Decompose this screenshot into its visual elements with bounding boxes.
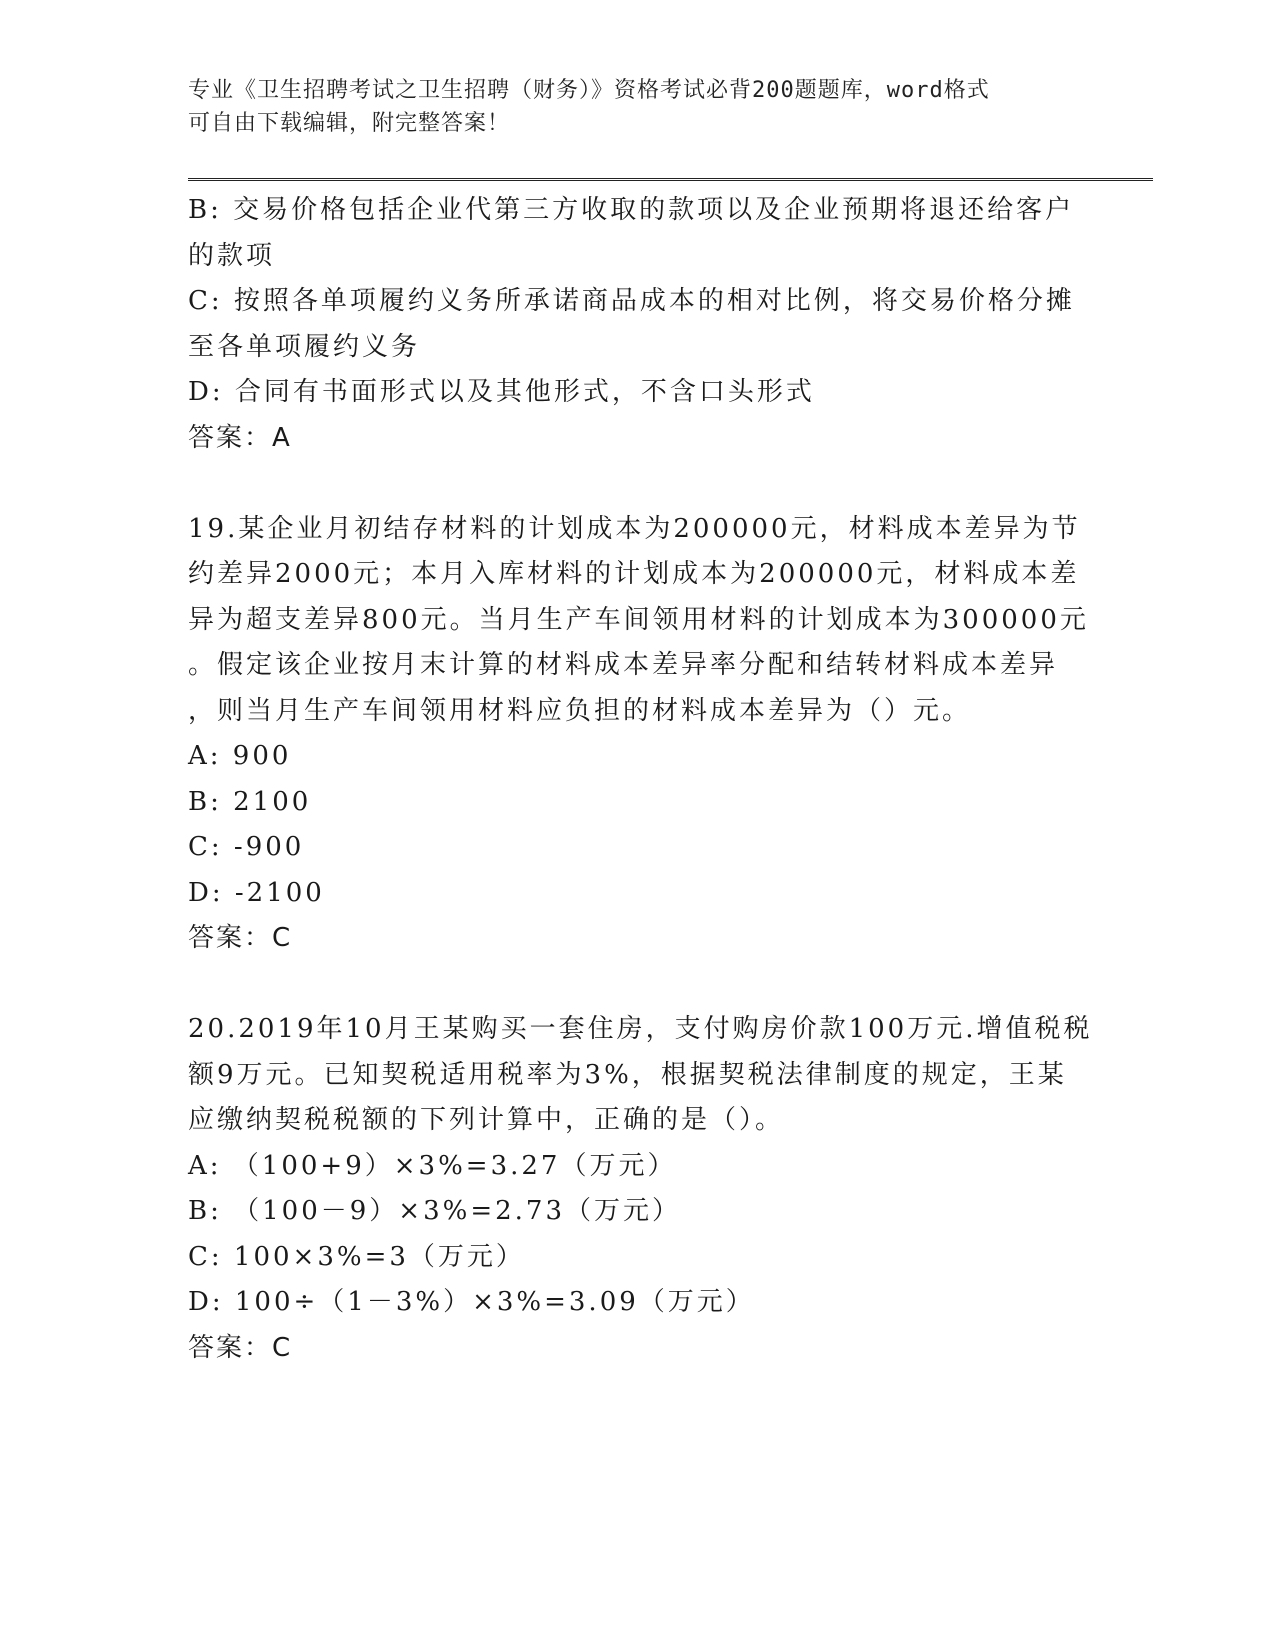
option-d: D: -2100 bbox=[188, 877, 325, 908]
question-18-continued bbox=[188, 188, 1088, 461]
question-stem-line: 异为超支差异800元。当月生产车间领用材料的计划成本为300000元 bbox=[188, 604, 1089, 635]
option-c-line: 至各单项履约义务 bbox=[188, 331, 421, 362]
question-stem-line: 约差异2000元；本月入库材料的计划成本为200000元，材料成本差 bbox=[188, 559, 1080, 589]
option-d: D: 100÷（1－3%）×3%=3.09（万元） bbox=[188, 1287, 755, 1317]
option-d-line: D: 合同有书面形式以及其他形式，不含口头形式 bbox=[188, 377, 815, 407]
option-c-line: C: 按照各单项履约义务所承诺商品成本的相对比例，将交易价格分摊 bbox=[188, 286, 1075, 316]
spacer bbox=[188, 962, 1088, 1008]
header-divider bbox=[188, 178, 1153, 181]
answer-line: 答案：C bbox=[188, 923, 293, 953]
document-header bbox=[188, 74, 1088, 140]
question-stem-line: 。假定该企业按月末计算的材料成本差异率分配和结转材料成本差异 bbox=[188, 650, 1059, 680]
header-line: 专业《卫生招聘考试之卫生招聘（财务）》资格考试必背200题题库，word格式 bbox=[188, 78, 990, 103]
question-20 bbox=[188, 1007, 1093, 1371]
answer-line: 答案：A bbox=[188, 422, 292, 453]
question-19 bbox=[188, 507, 1088, 962]
question-stem-line: 20.2019年10月王某购买一套住房，支付购房价款100万元.增值税税 bbox=[188, 1014, 1093, 1044]
question-stem-line: 19.某企业月初结存材料的计划成本为200000元，材料成本差异为节 bbox=[188, 513, 1081, 544]
header-line: 可自由下载编辑，附完整答案！ bbox=[188, 111, 511, 136]
question-stem-line: 额9万元。已知契税适用税率为3%，根据契税法律制度的规定，王某 bbox=[188, 1059, 1067, 1090]
option-a: A: 900 bbox=[188, 741, 292, 771]
option-c: C: -900 bbox=[188, 832, 305, 862]
option-b: B: （100－9）×3%=2.73（万元） bbox=[188, 1196, 682, 1226]
option-b: B: 2100 bbox=[188, 786, 312, 817]
document-body bbox=[188, 188, 1093, 1371]
question-stem-line: ，则当月生产车间领用材料应负担的材料成本差异为（）元。 bbox=[188, 695, 972, 726]
option-a: A: （100+9）×3%=3.27（万元） bbox=[188, 1150, 677, 1181]
answer-line: 答案：C bbox=[188, 1332, 293, 1363]
spacer bbox=[188, 461, 1088, 507]
option-c: C: 100×3%=3（万元） bbox=[188, 1241, 525, 1272]
option-b-line: B: 交易价格包括企业代第三方收取的款项以及企业预期将退还给客户 bbox=[188, 195, 1075, 225]
question-stem-line: 应缴纳契税税额的下列计算中，正确的是（）。 bbox=[188, 1105, 785, 1135]
option-b-line: 的款项 bbox=[188, 240, 276, 271]
